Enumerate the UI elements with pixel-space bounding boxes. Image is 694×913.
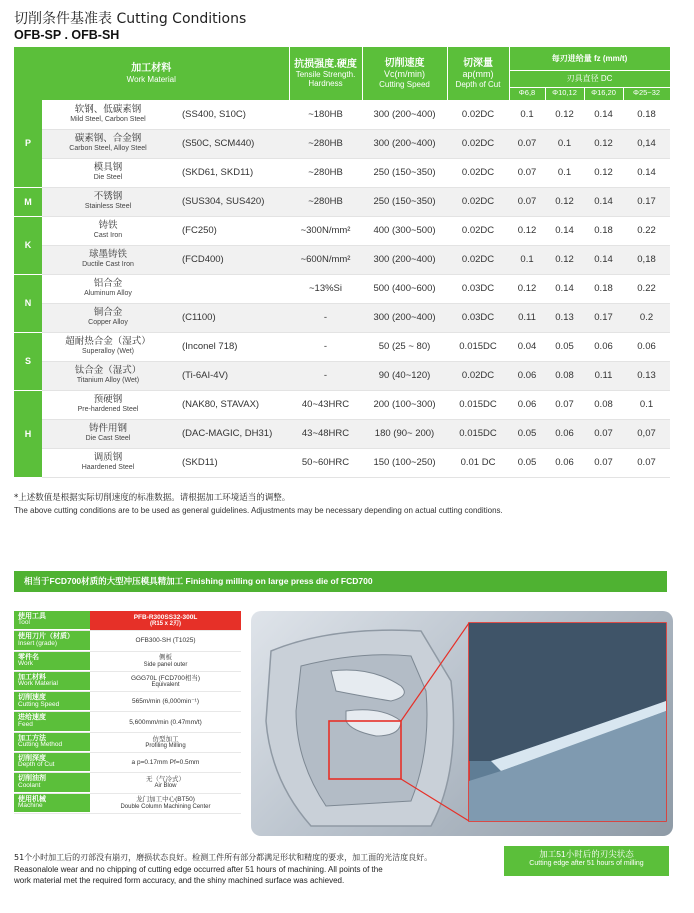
group-label-n: N	[14, 274, 42, 332]
material-en: Ductile Cast Iron	[82, 260, 134, 268]
material-en: Titanium Alloy (Wet)	[76, 376, 140, 384]
hardness-cell: ~13%Si	[289, 274, 362, 303]
spec-tool-en: Tool	[18, 619, 30, 627]
spec-part-en: Work	[18, 659, 34, 667]
feed-cell-f3: 0.17	[584, 303, 623, 332]
material-cell	[42, 274, 174, 303]
spec-method-en: Cutting Method	[18, 741, 63, 749]
spec-tool-v1: PFB-R300SS32-300L	[133, 613, 198, 621]
feed-cell-f3: 0.08	[584, 390, 623, 419]
material-cn: 调质钢	[93, 452, 123, 464]
table-row	[14, 332, 670, 361]
speed-cell: 250 (150~350)	[362, 187, 447, 216]
spec-speed-en: Cutting Speed	[18, 700, 60, 708]
spec-coolant-v2: Air Blow	[154, 783, 177, 790]
header-d4: Φ25~32	[623, 87, 670, 100]
hardness-cell: ~300N/mm²	[289, 216, 362, 245]
table-row	[14, 390, 670, 419]
depth-cell: 0.02DC	[447, 187, 509, 216]
material-cn: 钛合金（湿式）	[74, 365, 142, 377]
feed-cell-f2: 0.12	[545, 100, 584, 129]
material-code: (FCD400)	[174, 245, 289, 274]
feed-cell-f4: 0,07	[623, 419, 670, 448]
feed-cell-f3: 0.07	[584, 419, 623, 448]
speed-cell: 200 (100~300)	[362, 390, 447, 419]
feed-cell-f4: 0,14	[623, 129, 670, 158]
material-en: Superalloy (Wet)	[81, 347, 134, 355]
header-feed: 每刃进给量 fz (mm/t)	[509, 47, 670, 70]
material-en: Mild Steel, Carbon Steel	[70, 115, 146, 123]
feed-cell-f4: 0.13	[623, 361, 670, 390]
material-cn: 铝合金	[93, 278, 123, 290]
spec-label-part	[14, 652, 90, 671]
material-en: Copper Alloy	[88, 318, 128, 326]
spec-label-material	[14, 672, 90, 691]
group-label-s: S	[14, 332, 42, 390]
spec-row-machine	[14, 794, 241, 814]
depth-cell: 0.02DC	[447, 129, 509, 158]
speed-cell: 400 (300~500)	[362, 216, 447, 245]
spec-value-part	[90, 652, 241, 671]
spec-part-cn: 零件名	[18, 652, 39, 661]
page-title: 切削条件基准表 Cutting Conditions	[14, 11, 247, 27]
material-code: (C1100)	[174, 303, 289, 332]
header-depth-cn: 切深量	[463, 57, 494, 69]
spec-row-part	[14, 652, 241, 672]
material-cell	[42, 303, 174, 332]
spec-mat-v2: Equivalent	[151, 681, 180, 688]
spec-value-depth	[90, 753, 241, 772]
material-cell	[42, 187, 174, 216]
header-material	[14, 47, 289, 100]
footer-text	[14, 852, 494, 887]
hardness-cell: 43~48HRC	[289, 419, 362, 448]
feed-cell-f2: 0.12	[545, 187, 584, 216]
feed-cell-f4: 0.06	[623, 332, 670, 361]
table-row	[14, 187, 670, 216]
spec-mat-v1: GGG70L (FCD700相当)	[130, 674, 201, 682]
spec-value-material	[90, 672, 241, 691]
header-speed-cn: 切削速度	[384, 57, 425, 69]
feed-cell-f4: 0.07	[623, 448, 670, 477]
feed-cell-f3: 0.14	[584, 100, 623, 129]
spec-machine-en: Machine	[18, 802, 43, 810]
depth-cell: 0.015DC	[447, 332, 509, 361]
spec-tool-cn: 使用工具	[18, 612, 46, 620]
workpiece-illustration	[251, 611, 673, 836]
spec-value-coolant	[90, 773, 241, 792]
note-en: The above cutting conditions are to be used as general guidelines. Adjustments may be necessary depending on actual cutting conditions.	[14, 506, 503, 515]
speed-cell: 250 (150~350)	[362, 158, 447, 187]
feed-cell-f1: 0.12	[509, 216, 545, 245]
material-code: (SUS304, SUS420)	[174, 187, 289, 216]
spec-label-method	[14, 733, 90, 752]
feed-cell-f3: 0.18	[584, 274, 623, 303]
footer-en1: Reasonalole wear and no chipping of cutting edge occurred after 51 hours of machining. All points of the	[14, 864, 383, 874]
material-cn: 碳素钢、合金钢	[74, 133, 142, 145]
material-en: Die Cast Steel	[85, 434, 131, 442]
feed-cell-f1: 0.06	[509, 361, 545, 390]
header-hardness-en2: Hardness	[308, 79, 343, 89]
feed-cell-f1: 0.07	[509, 187, 545, 216]
spec-label-insert	[14, 631, 90, 650]
table-row	[14, 448, 670, 477]
feed-cell-f3: 0.12	[584, 158, 623, 187]
spec-method-v1: 仿型加工	[152, 735, 179, 743]
feed-cell-f3: 0.14	[584, 187, 623, 216]
hardness-cell: -	[289, 303, 362, 332]
feed-cell-f1: 0.05	[509, 419, 545, 448]
material-cell	[42, 361, 174, 390]
feed-cell-f1: 0.1	[509, 100, 545, 129]
material-cell	[42, 332, 174, 361]
depth-cell: 0.02DC	[447, 100, 509, 129]
depth-cell: 0.03DC	[447, 274, 509, 303]
case-banner: 相当于FCD700材质的大型冲压模具精加工 Finishing milling on large press die of FCD700	[14, 571, 667, 592]
material-cell	[42, 216, 174, 245]
feed-cell-f1: 0.07	[509, 158, 545, 187]
caption-en: Cutting edge after 51 hours of milling	[529, 859, 644, 867]
spec-speed-cn: 切削速度	[18, 693, 46, 702]
feed-cell-f3: 0.12	[584, 129, 623, 158]
photo-caption	[504, 846, 669, 876]
hardness-cell: ~280HB	[289, 158, 362, 187]
depth-cell: 0.02DC	[447, 361, 509, 390]
speed-cell: 300 (200~400)	[362, 303, 447, 332]
hardness-cell: -	[289, 361, 362, 390]
spec-insert-en: Insert (grade)	[18, 639, 58, 647]
spec-row-feed	[14, 712, 241, 732]
material-cn: 软钢、低碳素钢	[74, 104, 142, 116]
material-en: Pre-hardened Steel	[77, 405, 139, 413]
material-code: (Ti-6AI-4V)	[174, 361, 289, 390]
material-cn: 模具钢	[93, 162, 123, 174]
spec-method-cn: 加工方法	[18, 733, 46, 742]
material-cn: 铜合金	[93, 307, 123, 319]
feed-cell-f3: 0.06	[584, 332, 623, 361]
material-code: (NAK80, STAVAX)	[174, 390, 289, 419]
header-material-en: Work Material	[126, 74, 176, 84]
table-row	[14, 129, 670, 158]
spec-part-v1: 侧板	[159, 654, 172, 662]
spec-value-machine	[90, 794, 241, 813]
material-code	[174, 274, 289, 303]
feed-cell-f1: 0.1	[509, 245, 545, 274]
header-diameter: 刃具直径 DC	[509, 70, 670, 87]
hardness-cell: 50~60HRC	[289, 448, 362, 477]
feed-cell-f2: 0.06	[545, 419, 584, 448]
material-cell	[42, 158, 174, 187]
spec-value-method	[90, 733, 241, 752]
spec-feed-en: Feed	[18, 720, 33, 728]
spec-row-depth	[14, 753, 241, 773]
material-en: Aluminum Alloy	[84, 289, 132, 297]
table-row	[14, 303, 670, 332]
header-d2: Φ10,12	[545, 87, 584, 100]
spec-row-method	[14, 733, 241, 753]
feed-cell-f3: 0.18	[584, 216, 623, 245]
header-speed	[362, 47, 447, 100]
material-cell	[42, 419, 174, 448]
feed-cell-f1: 0.07	[509, 129, 545, 158]
spec-feed-cn: 进给速度	[18, 713, 46, 722]
material-cell	[42, 448, 174, 477]
speed-cell: 180 (90~ 200)	[362, 419, 447, 448]
spec-value-insert	[90, 631, 241, 650]
feed-cell-f2: 0.12	[545, 245, 584, 274]
depth-cell: 0.02DC	[447, 245, 509, 274]
feed-cell-f2: 0.1	[545, 129, 584, 158]
material-code: (S50C, SCM440)	[174, 129, 289, 158]
header-depth-unit: ap(mm)	[462, 69, 494, 80]
depth-cell: 0.015DC	[447, 419, 509, 448]
feed-cell-f2: 0.14	[545, 274, 584, 303]
material-cn: 铸件用钢	[88, 423, 127, 435]
header-hardness-cn: 抗损强度.硬度	[294, 58, 357, 70]
spec-depth-cn: 切削深度	[18, 754, 46, 763]
depth-cell: 0.02DC	[447, 158, 509, 187]
group-label-m: M	[14, 187, 42, 216]
spec-row-tool	[14, 611, 241, 631]
table-row	[14, 100, 670, 129]
header-speed-en: Cutting Speed	[379, 79, 430, 89]
spec-value-tool	[90, 611, 241, 630]
workpiece-photo	[251, 611, 673, 836]
material-cell	[42, 129, 174, 158]
feed-cell-f4: 0.17	[623, 187, 670, 216]
feed-cell-f2: 0.06	[545, 448, 584, 477]
hardness-cell: ~180HB	[289, 100, 362, 129]
material-cn: 铸铁	[98, 220, 118, 232]
material-code: (DAC-MAGIC, DH31)	[174, 419, 289, 448]
spec-part-v2: Side panel outer	[143, 661, 188, 668]
header-hardness	[289, 47, 362, 100]
material-en: Die Steel	[93, 173, 123, 181]
spec-machine-v1: 龙门加工中心(BT50)	[136, 796, 195, 804]
material-code: (FC250)	[174, 216, 289, 245]
caption-cn: 加工51小时后的刃尖状态	[539, 849, 634, 859]
feed-cell-f4: 0.18	[623, 100, 670, 129]
spec-value-feed	[90, 712, 241, 731]
group-label-h: H	[14, 390, 42, 477]
spec-feed-v: 5,600mm/min (0.47mm/t)	[129, 718, 202, 726]
material-code: (SS400, S10C)	[174, 100, 289, 129]
feed-cell-f1: 0.04	[509, 332, 545, 361]
speed-cell: 50 (25 ~ 80)	[362, 332, 447, 361]
material-cn: 不锈钢	[93, 191, 123, 203]
header-d1: Φ6,8	[509, 87, 545, 100]
speed-cell: 300 (200~400)	[362, 129, 447, 158]
table-row	[14, 419, 670, 448]
material-cn: 预硬钢	[93, 394, 123, 406]
spec-speed-v: 565m/min (6,000min⁻¹)	[131, 698, 199, 706]
material-cn: 球墨铸铁	[88, 249, 127, 261]
speed-cell: 150 (100~250)	[362, 448, 447, 477]
spec-label-coolant	[14, 773, 90, 792]
spec-machine-v2: Double Column Machining Center	[120, 803, 211, 810]
spec-row-speed	[14, 692, 241, 712]
table-row	[14, 245, 670, 274]
spec-row-material	[14, 672, 241, 692]
depth-cell: 0.01 DC	[447, 448, 509, 477]
group-label-k: K	[14, 216, 42, 274]
note-cn: *上述数值是根据实际切削速度的标准数据。请根据加工环境适当的调整。	[14, 493, 291, 503]
table-row	[14, 274, 670, 303]
spec-insert-cn: 使用刀片（材质）	[18, 632, 74, 641]
spec-coolant-en: Coolant	[18, 781, 41, 789]
table-row	[14, 361, 670, 390]
depth-cell: 0.015DC	[447, 390, 509, 419]
feed-cell-f4: 0.22	[623, 216, 670, 245]
page-subtitle: OFB-SP . OFB-SH	[14, 28, 120, 42]
material-cell	[42, 390, 174, 419]
speed-cell: 90 (40~120)	[362, 361, 447, 390]
spec-value-speed	[90, 692, 241, 711]
header-speed-unit: Vc(m/min)	[384, 69, 426, 80]
spec-mat-cn: 加工材料	[18, 672, 46, 681]
header-depth	[447, 47, 509, 100]
feed-cell-f1: 0.11	[509, 303, 545, 332]
cutting-table-body	[14, 100, 670, 477]
feed-cell-f4: 0.2	[623, 303, 670, 332]
spec-label-depth	[14, 753, 90, 772]
spec-depth-v: a p=0.17mm Pf=0.5mm	[131, 759, 200, 767]
cutting-conditions-table	[14, 47, 671, 478]
material-en: Stainless Steel	[84, 202, 132, 210]
feed-cell-f1: 0.05	[509, 448, 545, 477]
spec-label-speed	[14, 692, 90, 711]
spec-method-v2: Profiling Milling	[145, 742, 186, 749]
table-row	[14, 216, 670, 245]
header-hardness-en1: Tensile Strength.	[295, 70, 356, 80]
speed-cell: 300 (200~400)	[362, 245, 447, 274]
depth-cell: 0.03DC	[447, 303, 509, 332]
header-d3: Φ16,20	[584, 87, 623, 100]
feed-cell-f4: 0.22	[623, 274, 670, 303]
feed-cell-f4: 0.14	[623, 158, 670, 187]
group-label-p: P	[14, 100, 42, 187]
feed-cell-f2: 0.05	[545, 332, 584, 361]
feed-cell-f1: 0.06	[509, 390, 545, 419]
material-code: (Inconel 718)	[174, 332, 289, 361]
feed-cell-f4: 0.1	[623, 390, 670, 419]
feed-cell-f3: 0.07	[584, 448, 623, 477]
table-row	[14, 158, 670, 187]
material-en: Carbon Steel, Alloy Steel	[69, 144, 147, 152]
spec-row-coolant	[14, 773, 241, 793]
feed-cell-f2: 0.13	[545, 303, 584, 332]
feed-cell-f2: 0.1	[545, 158, 584, 187]
feed-cell-f3: 0.11	[584, 361, 623, 390]
material-cn: 超耐热合金（湿式）	[65, 336, 151, 348]
spec-mat-en: Work Material	[18, 680, 58, 688]
feed-cell-f2: 0.07	[545, 390, 584, 419]
spec-depth-en: Depth of Cut	[18, 761, 55, 769]
spec-row-insert	[14, 631, 241, 651]
hardness-cell: ~600N/mm²	[289, 245, 362, 274]
spec-label-tool	[14, 611, 90, 630]
footer-cn: 51个小时加工后的刃部没有崩刃，磨损状态良好。检测工件所有部分都满足形状和精度的要求，加工面的光洁度良好。	[14, 853, 433, 862]
header-depth-en: Depth of Cut	[455, 79, 501, 89]
spec-tool-v2: (R15 x 2刃)	[149, 620, 181, 627]
spec-coolant-cn: 切削油剂	[18, 774, 46, 783]
material-code: (SKD61, SKD11)	[174, 158, 289, 187]
spec-machine-cn: 使用机械	[18, 794, 46, 803]
feed-cell-f2: 0.08	[545, 361, 584, 390]
depth-cell: 0.02DC	[447, 216, 509, 245]
hardness-cell: ~280HB	[289, 129, 362, 158]
feed-cell-f2: 0.14	[545, 216, 584, 245]
spec-label-machine	[14, 794, 90, 813]
material-en: Cast Iron	[93, 231, 123, 239]
speed-cell: 500 (400~600)	[362, 274, 447, 303]
hardness-cell: ~280HB	[289, 187, 362, 216]
footer-en2: work material met the required form accuracy, and the shiny machined surface was achieved.	[14, 876, 345, 886]
feed-cell-f3: 0.14	[584, 245, 623, 274]
hardness-cell: -	[289, 332, 362, 361]
spec-table	[14, 611, 241, 814]
spec-label-feed	[14, 712, 90, 731]
feed-cell-f1: 0.12	[509, 274, 545, 303]
material-cell	[42, 100, 174, 129]
spec-insert-v: OFB300-SH (T1025)	[135, 637, 196, 645]
feed-cell-f4: 0,18	[623, 245, 670, 274]
spec-coolant-v1: 无（气冷式）	[146, 776, 185, 784]
speed-cell: 300 (200~400)	[362, 100, 447, 129]
header-material-cn: 加工材料	[131, 63, 172, 75]
material-en: Haardened Steel	[81, 463, 135, 471]
material-code: (SKD11)	[174, 448, 289, 477]
material-cell	[42, 245, 174, 274]
hardness-cell: 40~43HRC	[289, 390, 362, 419]
